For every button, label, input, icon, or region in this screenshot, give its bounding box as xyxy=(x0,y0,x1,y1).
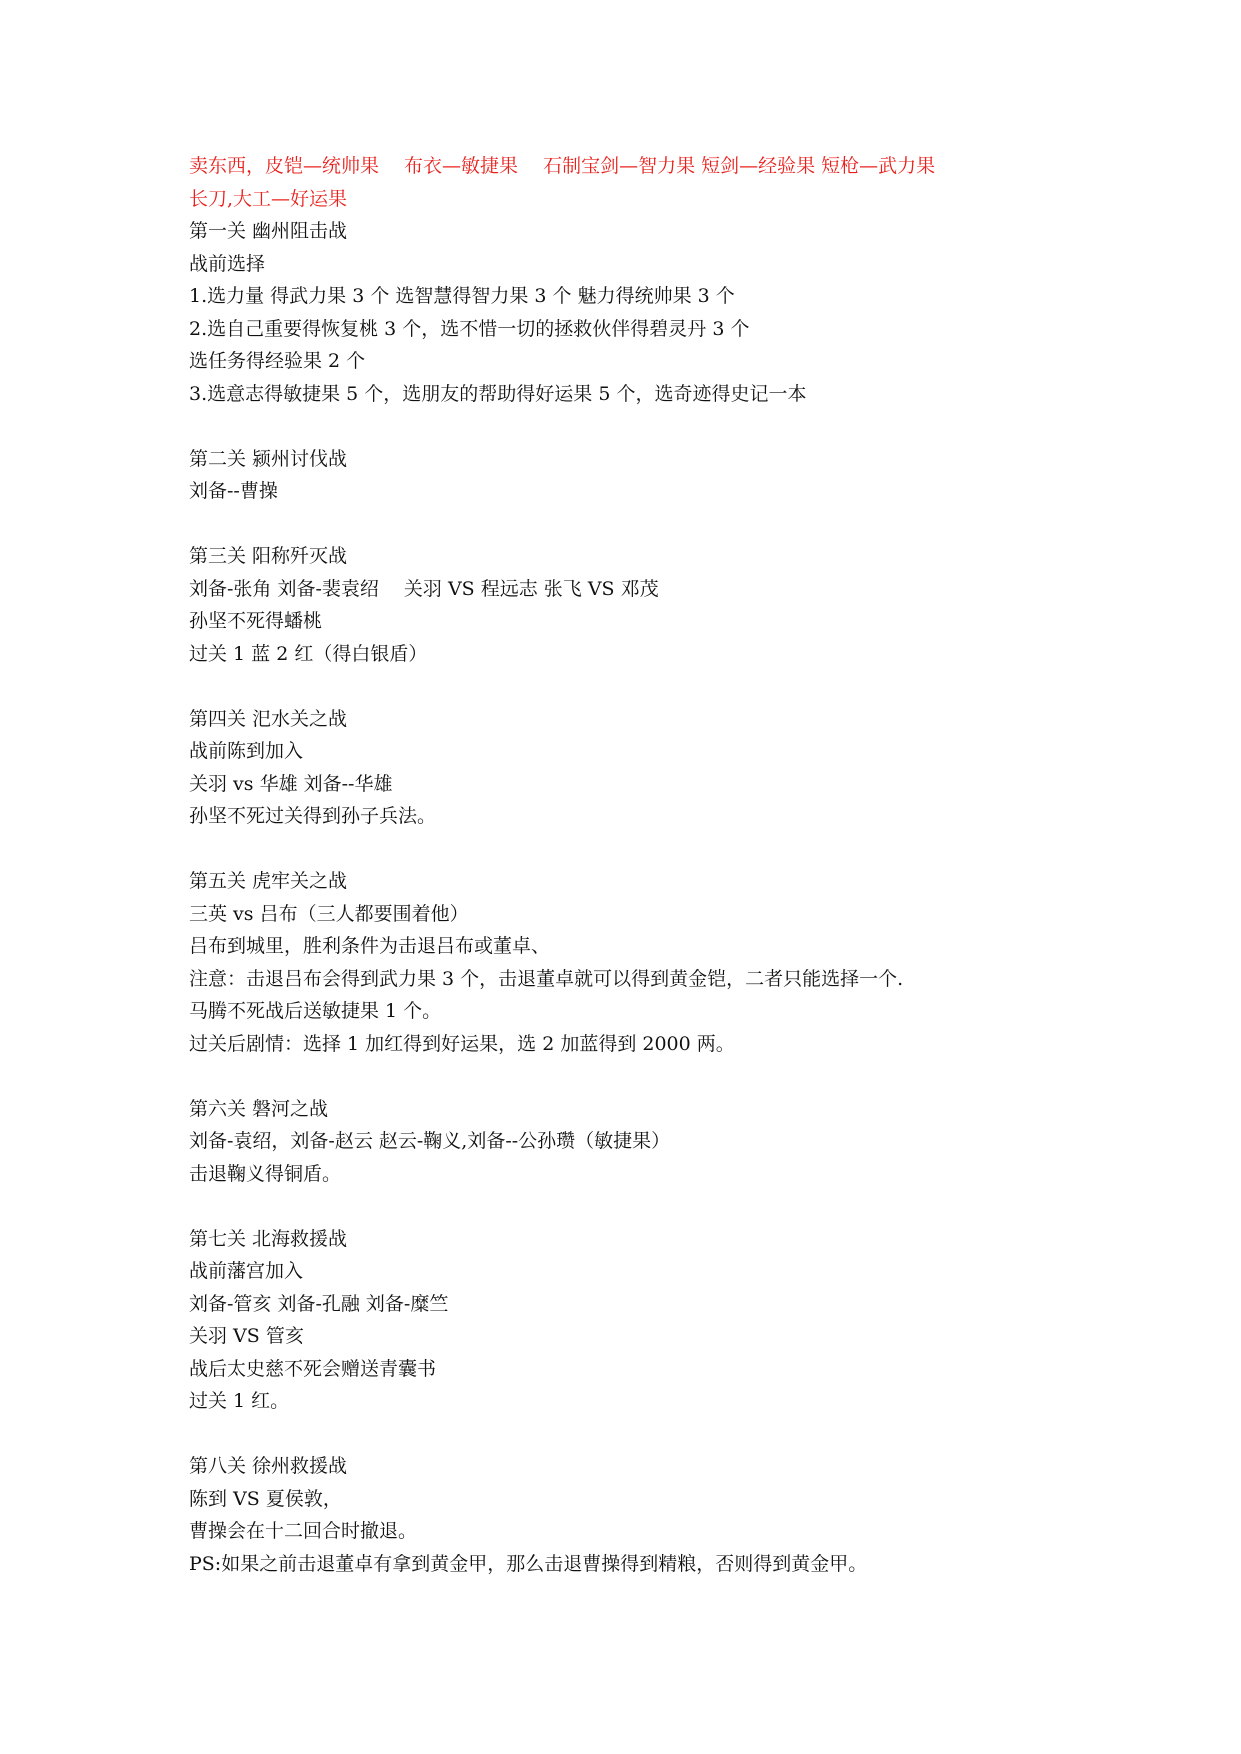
level-3-line: 孙坚不死得蟠桃 xyxy=(189,610,323,632)
level-8-line: PS:如果之前击退董卓有拿到黄金甲，那么击退曹操得到精粮，否则得到黄金甲。 xyxy=(189,1552,868,1575)
level-3-line: 刘备-张角 刘备-裴袁绍 关羽 VS 程远志 张飞 VS 邓茂 xyxy=(189,577,659,600)
level-4-line: 孙坚不死过关得到孙子兵法。 xyxy=(189,805,437,827)
level-7-line: 战后太史慈不死会赠送青囊书 xyxy=(189,1357,437,1380)
level-1-line: 1.选力量 得武力果 3 个 选智慧得智力果 3 个 魅力得统帅果 3 个 xyxy=(189,285,735,307)
paragraph-spacer xyxy=(189,1418,1089,1451)
paragraph-spacer xyxy=(189,1060,1089,1093)
level-4-line: 战前陈到加入 xyxy=(189,740,304,762)
level-3-line: 过关 1 蓝 2 红（得白银盾） xyxy=(189,642,428,665)
document-page xyxy=(189,150,1089,1580)
level-3-title: 第三关 阳称歼灭战 xyxy=(189,545,348,567)
level-1-line: 选任务得经验果 2 个 xyxy=(189,350,366,372)
level-8-line: 陈到 VS 夏侯敦， xyxy=(189,1487,342,1510)
level-6-line: 击退鞠义得铜盾。 xyxy=(189,1162,342,1185)
level-6-title: 第六关 磐河之战 xyxy=(189,1097,329,1120)
paragraph-spacer xyxy=(189,410,1089,443)
level-1-title: 第一关 幽州阻击战 xyxy=(189,220,348,242)
level-7-line: 刘备-管亥 刘备-孔融 刘备-糜竺 xyxy=(189,1292,449,1315)
level-4-line: 关羽 vs 华雄 刘备--华雄 xyxy=(189,772,393,795)
level-5-line: 吕布到城里，胜利条件为击退吕布或董卓、 xyxy=(189,935,551,957)
level-5-line: 过关后剧情：选择 1 加红得到好运果，选 2 加蓝得到 2000 两。 xyxy=(189,1032,735,1055)
level-5-line: 马腾不死战后送敏捷果 1 个。 xyxy=(189,1000,442,1022)
paragraph-spacer xyxy=(189,670,1089,703)
paragraph-spacer xyxy=(189,833,1089,866)
level-2-line: 刘备--曹操 xyxy=(189,480,278,502)
level-8-title: 第八关 徐州救援战 xyxy=(189,1455,348,1477)
level-5-line: 注意：击退吕布会得到武力果 3 个，击退董卓就可以得到黄金铠，二者只能选择一个. xyxy=(189,967,904,990)
level-7-line: 过关 1 红。 xyxy=(189,1390,290,1412)
level-1-line: 3.选意志得敏捷果 5 个，选朋友的帮助得好运果 5 个，选奇迹得史记一本 xyxy=(189,382,807,405)
level-7-line: 关羽 VS 管亥 xyxy=(189,1325,304,1347)
paragraph-spacer xyxy=(189,508,1089,541)
level-1-line: 2.选自己重要得恢复桃 3 个，选不惜一切的拯救伙伴得碧灵丹 3 个 xyxy=(189,317,750,340)
intro-line-1: 卖东西，皮铠—统帅果 布衣—敏捷果 石制宝剑—智力果 短剑—经验果 短枪—武力果 xyxy=(189,155,936,177)
level-7-title: 第七关 北海救援战 xyxy=(189,1227,348,1250)
level-5-title: 第五关 虎牢关之战 xyxy=(189,870,348,892)
level-4-title: 第四关 汜水关之战 xyxy=(189,707,348,730)
level-8-line: 曹操会在十二回合时撤退。 xyxy=(189,1520,418,1542)
level-2-title: 第二关 颍州讨伐战 xyxy=(189,447,348,470)
level-7-line: 战前藩宫加入 xyxy=(189,1260,304,1282)
level-6-line: 刘备-袁绍，刘备-赵云 赵云-鞠义,刘备--公孙瓒（敏捷果） xyxy=(189,1130,671,1152)
level-5-line: 三英 vs 吕布（三人都要围着他） xyxy=(189,902,469,925)
intro-line-2: 长刀,大工—好运果 xyxy=(189,187,348,210)
level-1-line: 战前选择 xyxy=(189,252,266,275)
paragraph-spacer xyxy=(189,1190,1089,1223)
